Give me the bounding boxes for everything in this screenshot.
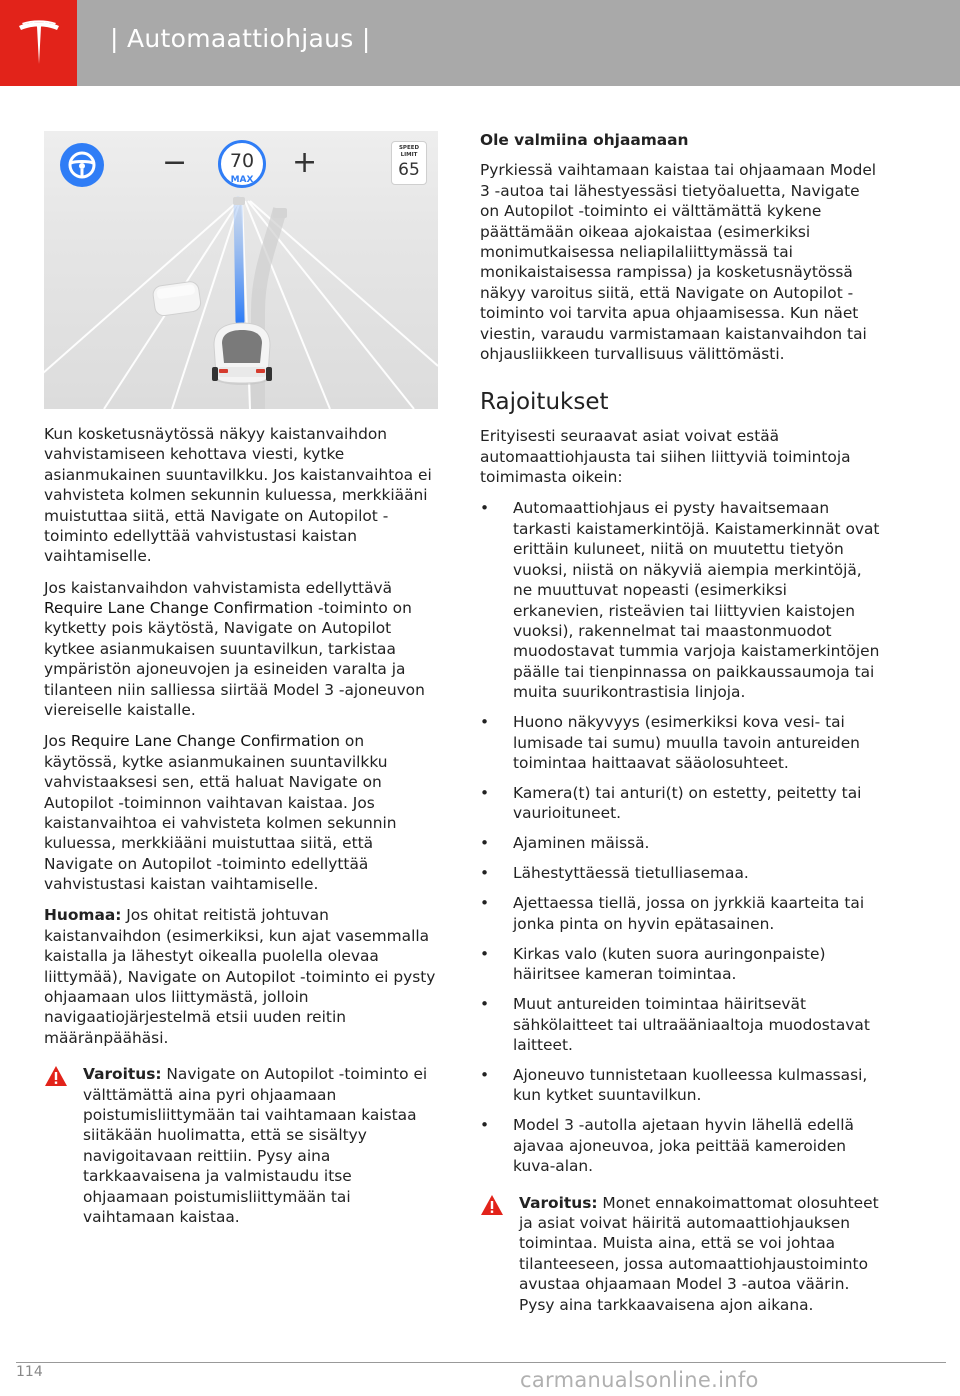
list-item xyxy=(480,498,880,702)
text-run: Jos kaistanvaihdon vahvistamista edellyttävä xyxy=(44,578,393,597)
speed-limit-label-1: SPEED xyxy=(398,145,420,151)
warning-text: Monet ennakoimattomat olosuhteet ja asiat voivat häiritä automaattiohjauksen toimintaa. Muista aina, että se voi johtaa tilanteeseen, jossa automaattiohjaustoiminto avustaa ohjaamaan Model 3 -autoa väärin. Pysy aina tarkkaavaisena ajon aikana. xyxy=(519,1193,879,1314)
exit-vehicle xyxy=(273,208,287,218)
speed-limit-value: 65 xyxy=(398,160,420,180)
footer-divider xyxy=(16,1362,946,1363)
bullet: • xyxy=(480,834,490,853)
list-item-text: Muut antureiden toimintaa häiritsevät sähkölaitteet tai ultraääniaaltoja muodostavat laitteet. xyxy=(513,995,870,1054)
warning-icon xyxy=(480,1194,504,1216)
list-item xyxy=(480,944,880,985)
bullet: • xyxy=(480,1065,490,1084)
list-item-text: Kamera(t) tai anturi(t) on estetty, peitetty tai vaurioituneet. xyxy=(513,783,862,823)
tesla-logo xyxy=(0,0,77,86)
list-item xyxy=(480,994,880,1055)
speed-limit-sign xyxy=(391,141,427,185)
steering-wheel-glyph xyxy=(67,150,97,180)
speed-minus-button[interactable]: − xyxy=(162,145,188,180)
set-speed-value: 70 xyxy=(229,150,255,172)
paragraph: Kun kosketusnäytössä näkyy kaistanvaihdon vahvistamiseen kehottava viesti, kytke asianmukainen suuntavilkku. Jos kaistanvaihtoa ei vahvisteta kolmen sekunnin kuluessa, merkkiääni muistuttaa siitä, että Navigate on Autopilot -toiminto edellyttää vahvistustasi kaistan vaihtamiselle. xyxy=(44,425,432,566)
steering-wheel-icon xyxy=(60,143,104,187)
planned-path-line xyxy=(238,201,240,321)
lead-vehicle xyxy=(233,197,245,205)
warning-box xyxy=(480,1193,880,1315)
left-column xyxy=(44,424,436,1227)
limitations-list xyxy=(480,498,880,1176)
text-run: -toiminto on kytketty pois käytöstä, Navigate on Autopilot kytkee asianmukaisen suuntavilkun, tarkistaa ympäristön ajoneuvojen ja esineiden varalta ja tilanteen niin salliessa siirtää Model 3 -ajoneuvon viereiselle kaistalle. xyxy=(44,599,425,720)
list-item xyxy=(480,1065,880,1106)
page-title: | Automaattiohjaus | xyxy=(110,24,371,53)
setting-name: Require Lane Change Confirmation xyxy=(70,732,341,751)
text-run: on käytössä, kytke asianmukainen suuntavilkku vahvistaaksesi sen, että haluat Navigate on Autopilot -toiminnon vaihtavan kaistaa. Jos kaistanvaihtoa ei vahvisteta kolmen sekunnin kuluessa, merkkiääni muistuttaa siitä, että Navigate on Autopilot -toiminto edellyttää vahvistustasi kaistan vaihtamiselle. xyxy=(44,732,397,894)
bullet: • xyxy=(480,864,490,883)
list-item-text: Huono näkyvyys (esimerkiksi kova vesi- tai lumisade tai sumu) muulla tavoin antureiden toimintaa haittaavat sääolosuhteet. xyxy=(513,713,860,772)
list-item xyxy=(480,833,880,853)
warning-box xyxy=(44,1064,436,1227)
note xyxy=(44,905,436,1048)
subheading: Ole valmiina ohjaamaan xyxy=(480,131,689,149)
bullet: • xyxy=(480,1116,490,1135)
page-number: 114 xyxy=(16,1364,43,1380)
paragraph: Erityisesti seuraavat asiat voivat estää automaattiohjausta tai siihen liittyviä toimintoja toimimasta oikein: xyxy=(480,427,851,487)
list-item xyxy=(480,893,880,934)
warning-label: Varoitus: xyxy=(519,1193,598,1212)
page-header xyxy=(0,0,960,86)
list-item xyxy=(480,863,880,883)
paragraph: Pyrkiessä vaihtamaan kaistaa tai ohjaamaan Model 3 -autoa tai lähestyessäsi tietyöaluetta, Navigate on Autopilot -toiminto ei välttämättä kykene päättämään oikeaa ajokaistaa (esimerkiksi monimutkaisessa neliapilaliittymässä tai monikaistaisessa rampissa) ja kosketusnäytössä näkyy varoitus siitä, että Navigate on Autopilot -toiminto voi tarvita apua ohjaamisessa. Kun näet viestin, varaudu varmistamaan kaistanvaihdon tai ohjausliikkeen turvallisuus välittömästi. xyxy=(480,161,877,364)
note-text: Jos ohitat reitistä johtuvan kaistanvaihdon (esimerkiksi, kun ajat vasemmalla kaistalla ja lähestyt oikealla puolella olevaa liittymää), Navigate on Autopilot -toiminto ei pysty ohjaamaan ulos liittymästä, jolloin navigaatiojärjestelmä etsii uuden reitin määränpäähäsi. xyxy=(44,906,436,1047)
paragraph xyxy=(44,731,436,894)
list-item xyxy=(480,1115,880,1176)
adjacent-car xyxy=(152,281,202,317)
bullet: • xyxy=(480,499,490,518)
list-item-text: Ajoneuvo tunnistetaan kuolleessa kulmassasi, kun kytket suuntavilkun. xyxy=(513,1065,868,1105)
list-item-text: Model 3 -autolla ajetaan hyvin lähellä edellä ajavaa ajoneuvoa, joka peittää kameroiden kuva-alan. xyxy=(513,1116,854,1176)
autopilot-illustration xyxy=(44,131,438,409)
speed-limit-label-2: LIMIT xyxy=(400,152,418,158)
list-item-text: Lähestyttäessä tietulliasemaa. xyxy=(513,864,749,883)
bullet: • xyxy=(480,713,490,732)
section-heading: Rajoitukset xyxy=(480,389,609,416)
bullet: • xyxy=(480,995,490,1014)
right-column xyxy=(480,130,880,1315)
warning-text: Navigate on Autopilot -toiminto ei välttämättä aina pyri ohjaamaan poistumisliittymään tai vaihtamaan kaistaa siitäkään huolimatta, että se sisältyy navigoitavaan reittiin. Pysy aina tarkkaavaisena ja valmistaudu itse ohjaamaan poistumisliittymään tai vaihtamaan kaistaa. xyxy=(83,1065,428,1227)
warning-icon xyxy=(44,1065,68,1087)
bullet: • xyxy=(480,894,490,913)
bullet: • xyxy=(480,783,490,802)
list-item-text: Automaattiohjaus ei pysty havaitsemaan tarkasti kaistamerkintöjä. Kaistamerkinnät ovat erittäin kuluneet, niitä on muutettu tietyön vuoksi, niistä on näkyviä aiempia merkintöjä, ne muuttuvat nopeasti (esimerkiksi erkanevien, risteävien tai liittyvien kaistojen vuoksi), rakennelmat tai maastonmuodot muodostavat tummia varjoja kaistamerkintöjen päälle tai tienpinnassa on paikkaussaumoja tai muita suurikontrastisia linjoja. xyxy=(513,499,880,702)
list-item-text: Ajettaessa tiellä, jossa on jyrkkiä kaarteita tai jonka pinta on hyvin epätasainen. xyxy=(513,894,865,933)
list-item xyxy=(480,783,880,824)
bullet: • xyxy=(480,944,490,963)
text-run: Jos xyxy=(44,732,71,751)
note-label: Huomaa: xyxy=(44,906,122,925)
speed-plus-button[interactable]: + xyxy=(292,145,318,180)
list-item-text: Kirkas valo (kuten suora auringonpaiste) häiritsee kameran toimintaa. xyxy=(513,944,826,984)
warning-label: Varoitus: xyxy=(83,1065,162,1084)
setting-name: Require Lane Change Confirmation xyxy=(44,599,314,618)
tesla-logo-icon xyxy=(17,20,61,66)
ego-car xyxy=(212,323,272,385)
watermark: carmanualsonline.info xyxy=(520,1368,759,1392)
list-item-text: Ajaminen mäissä. xyxy=(513,834,650,853)
set-speed-label: MAX xyxy=(230,175,254,185)
list-item xyxy=(480,712,880,773)
paragraph xyxy=(44,578,436,721)
